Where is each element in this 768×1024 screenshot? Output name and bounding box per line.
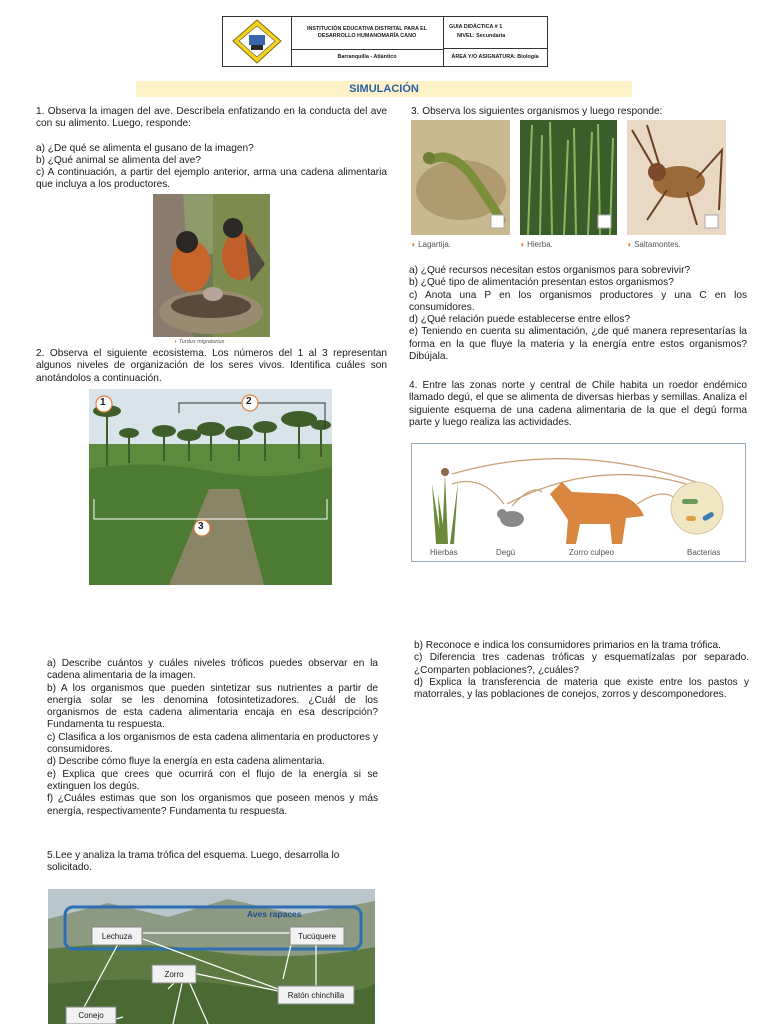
q3-e: e) Teniendo en cuenta su alimentación, ¿de qué manera representarías la forma en la que fluye la materia y la energía entre estos organismos? Dibújala.: [409, 326, 747, 363]
question-1: [36, 106, 387, 192]
question-4-items: [47, 658, 378, 818]
q1-c: c) A continuación, a partir del ejemplo anterior, arma una cadena alimentaria que incluya a los productores.: [36, 167, 387, 191]
q5-c: c) Diferencia tres cadenas tróficas y esquematízalas por separado. ¿Comparten poblaciones?, ¿cuáles?: [414, 652, 749, 676]
caption-arrow-icon: ◗: [627, 240, 632, 249]
chain-label-bacteria: Bacterias: [687, 548, 721, 557]
food-chain-diagram: [411, 443, 746, 562]
guide-level: NIVEL: Secundaria: [457, 32, 506, 39]
node-raton-chinchilla: Ratón chinchilla: [287, 991, 345, 1000]
question-3-intro: 3. Observa los siguientes organismos y luego responde:: [411, 106, 663, 117]
q4-a: a) Describe cuántos y cuáles niveles tróficos puedes observar en la cadena alimentaria de la imagen.: [47, 658, 378, 682]
ecosystem-label-2: 2: [246, 396, 252, 407]
school-logo: [223, 17, 292, 66]
q4-b: b) A los organismos que pueden sintetizar sus nutrientes a partir de energía solar se les denomina fotosintetizadores. ¿Cuál de los organismos de esta cadena alimentaria encaja en esa descripción? Fundamenta tu respuesta.: [47, 682, 378, 731]
node-zorro: Zorro: [164, 970, 184, 979]
caption-grass-text: Hierba.: [527, 240, 553, 249]
q4-d: d) Describe cómo fluye la energía en esta cadena alimentaria.: [47, 756, 325, 768]
q3-d: d) ¿Qué relación puede establecerse entre ellos?: [409, 314, 631, 326]
q5-b: b) Reconoce e indica los consumidores primarios en la trama trófica.: [414, 640, 721, 651]
q2-intro: 2. Observa el siguiente ecosistema. Los números del 1 al 3 representan algunos niveles de organización de los seres vivos. Identifica cuáles son anotándolos a continuación.: [36, 348, 387, 384]
caption-arrow-icon: ◗: [411, 240, 416, 249]
bird-caption: [174, 339, 224, 345]
question-5-items: [414, 640, 749, 701]
food-web-diagram: [48, 889, 375, 1024]
caption-arrow-icon: ◗: [520, 240, 525, 249]
chain-label-fox: Zorro culpeo: [569, 548, 614, 557]
header-table: [222, 16, 548, 67]
caption-lizard: [411, 240, 451, 249]
node-lechuza: Lechuza: [101, 932, 133, 941]
caption-grasshopper: [627, 240, 681, 249]
caption-lizard-text: Lagartija.: [418, 240, 451, 249]
lizard-photo: [411, 120, 510, 235]
question-5-intro: 5.Lee y analiza la trama trófica del esquema. Luego, desarrolla lo solicitado.: [47, 850, 340, 874]
bird-caption-text: Turdus migratorius: [178, 339, 225, 345]
q3-b: b) ¿Qué tipo de alimentación presentan estos organismos?: [409, 277, 674, 289]
q1-a: a) ¿De qué se alimenta el gusano de la imagen?: [36, 142, 254, 154]
grass-photo: [520, 120, 617, 235]
q5-d: d) Explica la transferencia de materia que existe entre los pastos y matorrales, y las poblaciones de conejos, zorros y descomponedores.: [414, 676, 749, 701]
q4-e: e) Explica que crees que ocurrirá con el flujo de la energía si se extinguen los degús.: [47, 768, 378, 792]
ecosystem-label-1: 1: [100, 397, 106, 408]
guide-number: GUIA DIDÁCTICA # 1: [449, 24, 503, 30]
q4-f: f) ¿Cuáles estimas que son los organismos que poseen menos y más energía, respectivamente? Fundamenta tu respuesta.: [47, 793, 378, 817]
caption-grasshopper-text: Saltamontes.: [634, 240, 681, 249]
q1-intro: 1. Observa la imagen del ave. Descríbela enfatizando en la conducta del ave con su alimento. Luego, responde:: [36, 106, 387, 130]
institution-name: INSTITUCIÓN EDUCATIVA DISTRITAL PARA EL DESARROLLO HUMANOMARÍA CANO: [291, 17, 444, 50]
caption-arrow-icon: ◗: [174, 339, 178, 345]
bird-nest-photo: [153, 194, 270, 337]
caption-grass: [520, 240, 553, 249]
q4-c: c) Clasifica a los organismos de esta cadena alimentaria en productores y consumidores.: [47, 731, 378, 756]
chain-label-herbs: Hierbas: [430, 548, 458, 557]
question-2: [36, 348, 387, 385]
question-3-items: [409, 265, 747, 363]
q3-a: a) ¿Qué recursos necesitan estos organismos para sobrevivir?: [409, 265, 691, 276]
subject-area: ÁREA Y/O ASIGNATURA: Biología: [451, 54, 539, 60]
node-conejo: Conejo: [78, 1011, 104, 1020]
q1-b: b) ¿Qué animal se alimenta del ave?: [36, 154, 201, 166]
node-tucuquere: Tucúquere: [298, 932, 336, 941]
question-4-intro: 4. Entre las zonas norte y central de Chile habita un roedor endémico llamado degú, el que se alimenta de diversas hierbas y semillas. Analiza el siguiente esquema de una cadena alimentaria de la que el degú forma parte y luego realiza las actividades.: [409, 380, 747, 428]
chain-label-degu: Degú: [496, 548, 516, 557]
q3-c: c) Anota una P en los organismos productores y una C en los consumidores.: [409, 289, 747, 313]
food-web-group-label: Aves rapaces: [247, 909, 302, 919]
guide-info: [443, 17, 547, 49]
institution-location: Barranquilla - Atlántico: [291, 49, 444, 66]
ecosystem-photo: [89, 389, 332, 585]
grasshopper-photo: [627, 120, 726, 235]
section-banner: SIMULACIÓN: [136, 81, 632, 97]
ecosystem-label-3: 3: [198, 521, 204, 532]
